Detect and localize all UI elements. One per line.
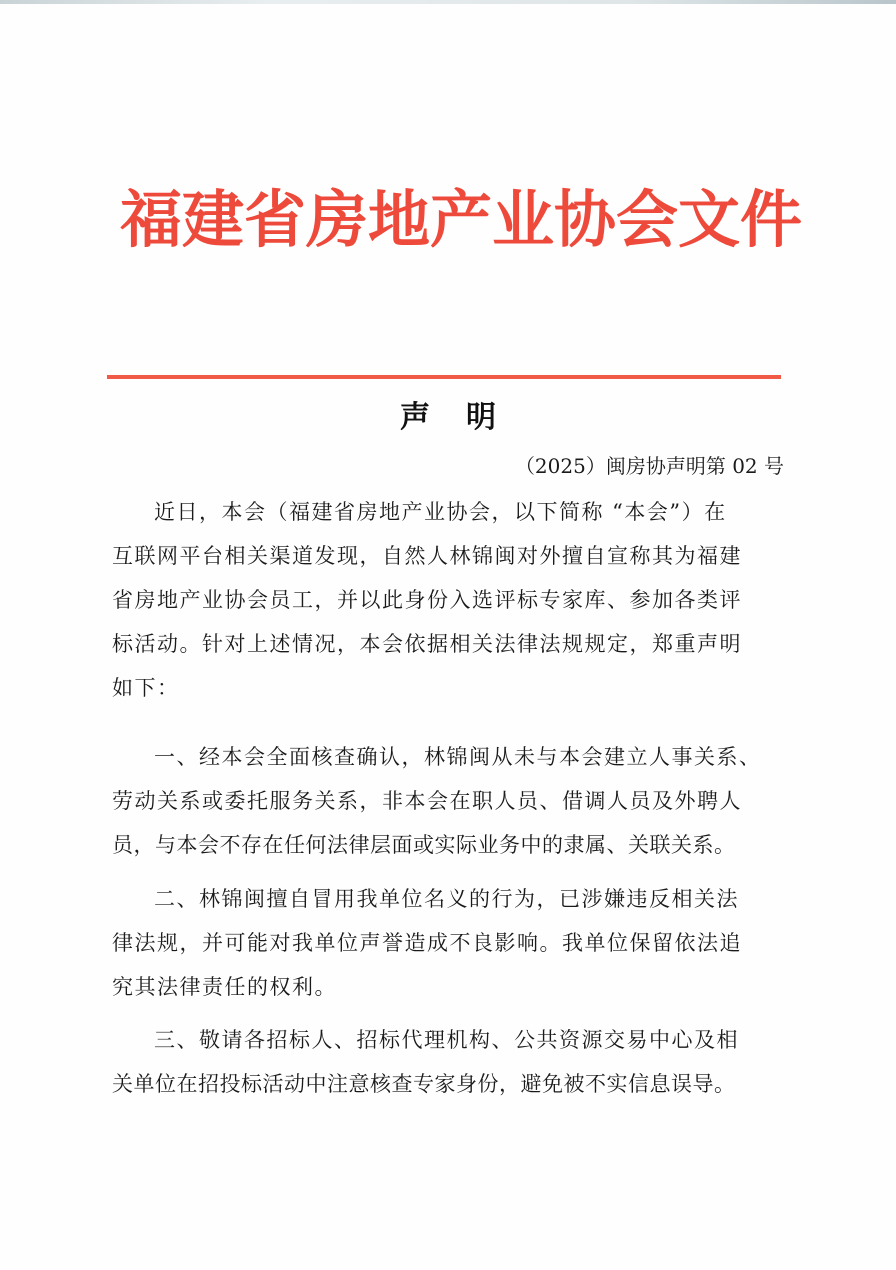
red-divider-rule: [107, 375, 781, 379]
text-line: 标活动。针对上述情况，本会依据相关法律法规规定，郑重声明: [112, 632, 742, 656]
text-line: 律法规，并可能对我单位声誉造成不良影响。我单位保留依法追: [112, 931, 742, 955]
text-line: 互联网平台相关渠道发现，自然人林锦闽对外擅自宣称其为福建: [112, 544, 742, 568]
scan-edge: [0, 0, 896, 4]
text-line: 员，与本会不存在任何法律层面或实际业务中的隶属、关联关系。: [112, 833, 736, 857]
org-document-header: 福建省房地产业协会文件: [120, 183, 803, 256]
text-line: 究其法律责任的权利。: [112, 975, 337, 999]
paragraph-intro: [112, 490, 787, 710]
text-line: 二、林锦闽擅自冒用我单位名义的行为，已涉嫌违反相关法: [154, 887, 739, 911]
paragraph-clause-three: [112, 1018, 787, 1106]
document-title: 声明: [400, 400, 532, 435]
document-number: （2025）闽房协声明第 02 号: [514, 454, 784, 478]
text-line: 关单位在招投标活动中注意核查专家身份，避免被不实信息误导。: [112, 1072, 736, 1096]
text-line: 一、经本会全面核查确认，林锦闽从未与本会建立人事关系、: [154, 745, 762, 769]
paragraph-clause-one: [112, 735, 787, 867]
text-line: 省房地产业协会员工，并以此身份入选评标专家库、参加各类评: [112, 588, 742, 612]
text-line: 如下：: [112, 676, 180, 700]
text-line: 三、敬请各招标人、招标代理机构、公共资源交易中心及相: [154, 1028, 739, 1052]
paragraph-clause-two: [112, 877, 787, 1009]
text-line: 劳动关系或委托服务关系，非本会在职人员、借调人员及外聘人: [112, 789, 742, 813]
text-line: 近日，本会（福建省房地产业协会，以下简称 “本会”）在: [154, 500, 727, 524]
